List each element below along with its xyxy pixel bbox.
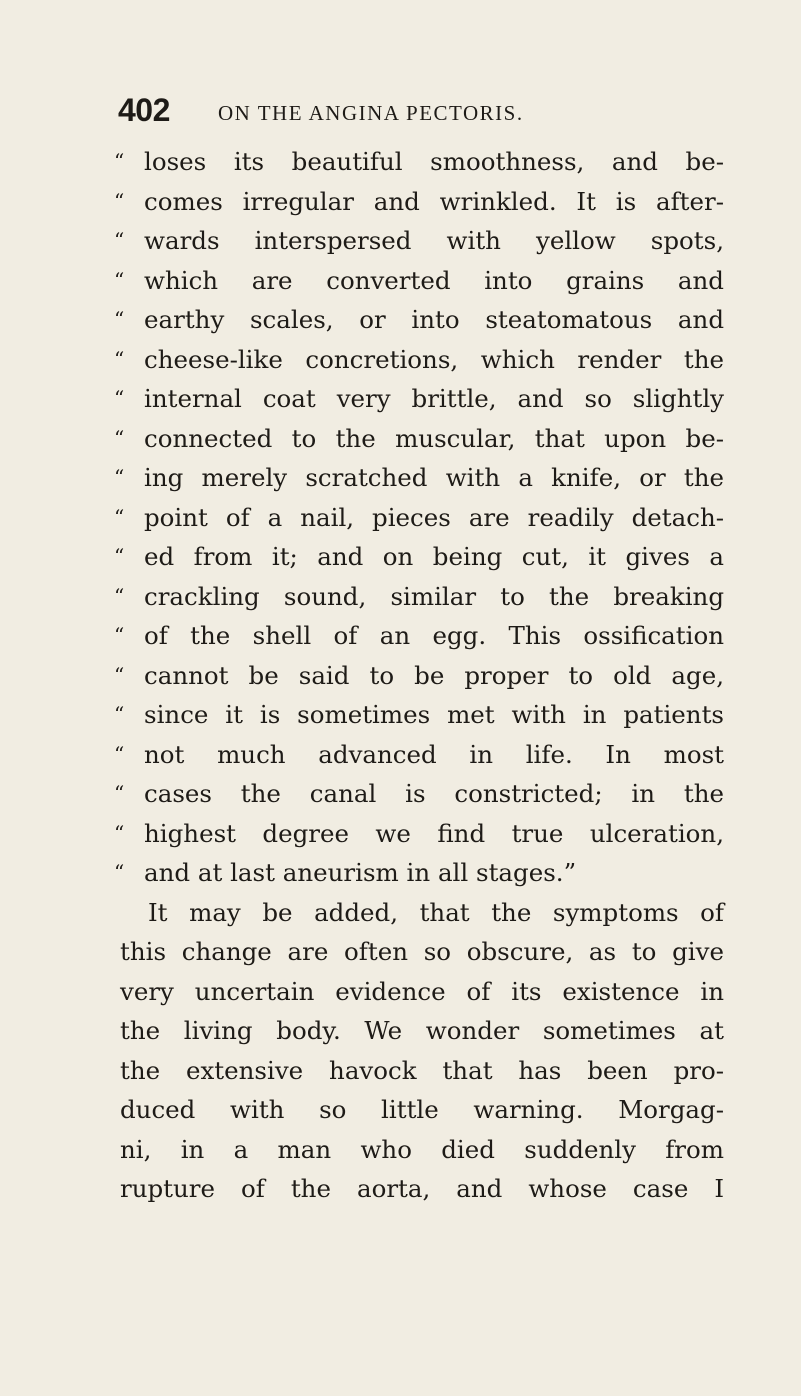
- line-text: cases the canal is constricted; in the: [144, 779, 724, 808]
- text-line: [114, 1130, 724, 1170]
- text-line: [114, 814, 724, 854]
- text-line: [114, 221, 724, 261]
- opening-quote-mark: “: [114, 860, 125, 884]
- line-text: rupture of the aorta, and whose case I: [120, 1174, 724, 1203]
- opening-quote-mark: “: [114, 465, 125, 489]
- running-head: ON THE ANGINA PECTORIS.: [218, 101, 524, 125]
- line-text: ed from it; and on being cut, it gives a: [144, 542, 724, 571]
- line-text: point of a nail, pieces are readily detach-: [144, 502, 724, 532]
- opening-quote-mark: “: [114, 425, 125, 450]
- opening-quote-mark: “: [114, 820, 125, 845]
- opening-quote-mark: “: [114, 623, 125, 647]
- opening-quote-mark: “: [114, 662, 125, 687]
- opening-quote-mark: “: [114, 702, 125, 726]
- text-line: [114, 1169, 724, 1209]
- text-line: [114, 774, 724, 814]
- line-text: earthy scales, or into steatomatous and: [144, 305, 724, 334]
- opening-quote-mark: “: [114, 307, 125, 331]
- line-text: cheese-like concretions, which render the: [144, 344, 724, 374]
- opening-quote-mark: “: [114, 386, 125, 410]
- line-text: ni, in a man who died suddenly from: [120, 1134, 724, 1164]
- text-line: [114, 142, 724, 182]
- line-text: internal coat very brittle, and so slightly: [144, 384, 724, 413]
- text-line: [114, 616, 724, 656]
- text-line: [114, 458, 724, 498]
- text-line: [114, 893, 724, 933]
- opening-quote-mark: “: [114, 781, 125, 805]
- text-line: [114, 498, 724, 538]
- text-line: [114, 932, 724, 972]
- line-text: this change are often so obscure, as to give: [120, 937, 724, 966]
- text-line: [114, 1011, 724, 1051]
- text-line: [114, 300, 724, 340]
- line-text: It may be added, that the symptoms of: [148, 897, 724, 927]
- text-line: [114, 1090, 724, 1130]
- line-text: comes irregular and wrinkled. It is after-: [144, 186, 724, 216]
- line-text: wards interspersed with yellow spots,: [144, 226, 724, 255]
- quoted-passage: [114, 142, 724, 893]
- line-text: loses its beautiful smoothness, and be-: [144, 147, 724, 176]
- text-line: [114, 340, 724, 380]
- line-text: not much advanced in life. In most: [144, 739, 724, 769]
- opening-quote-mark: “: [114, 149, 125, 173]
- page-number: 402: [118, 92, 170, 128]
- opening-quote-mark: “: [114, 188, 125, 213]
- line-text: duced with so little warning. Morgag-: [120, 1095, 724, 1124]
- page-header: [118, 92, 718, 132]
- opening-quote-mark: “: [114, 741, 125, 766]
- text-line: [114, 1051, 724, 1091]
- line-text: of the shell of an egg. This ossification: [144, 621, 724, 650]
- line-text: ing merely scratched with a knife, or the: [144, 463, 724, 492]
- line-text: cannot be said to be proper to old age,: [144, 660, 724, 690]
- body-text: [114, 142, 724, 1209]
- paragraph: [114, 893, 724, 1209]
- line-text: since it is sometimes met with in patients: [144, 700, 724, 729]
- text-line: [114, 735, 724, 775]
- text-line: [114, 379, 724, 419]
- line-text: very uncertain evidence of its existence in: [120, 976, 724, 1006]
- text-line: [114, 656, 724, 696]
- opening-quote-mark: “: [114, 267, 125, 292]
- opening-quote-mark: “: [114, 228, 125, 252]
- text-line: [114, 853, 724, 893]
- line-text: crackling sound, similar to the breaking: [144, 581, 724, 611]
- text-line: [114, 261, 724, 301]
- line-text: connected to the muscular, that upon be-: [144, 423, 724, 453]
- line-text: the living body. We wonder sometimes at: [120, 1016, 724, 1045]
- text-line: [114, 972, 724, 1012]
- line-text: which are converted into grains and: [144, 265, 724, 295]
- opening-quote-mark: “: [114, 544, 125, 568]
- line-text: and at last aneurism in all stages.”: [144, 858, 577, 887]
- line-text: highest degree we find true ulceration,: [144, 818, 724, 848]
- text-line: [114, 577, 724, 617]
- text-line: [114, 537, 724, 577]
- text-line: [114, 182, 724, 222]
- text-line: [114, 419, 724, 459]
- opening-quote-mark: “: [114, 346, 125, 371]
- opening-quote-mark: “: [114, 504, 125, 529]
- text-line: [114, 695, 724, 735]
- line-text: the extensive havock that has been pro-: [120, 1055, 724, 1085]
- opening-quote-mark: “: [114, 583, 125, 608]
